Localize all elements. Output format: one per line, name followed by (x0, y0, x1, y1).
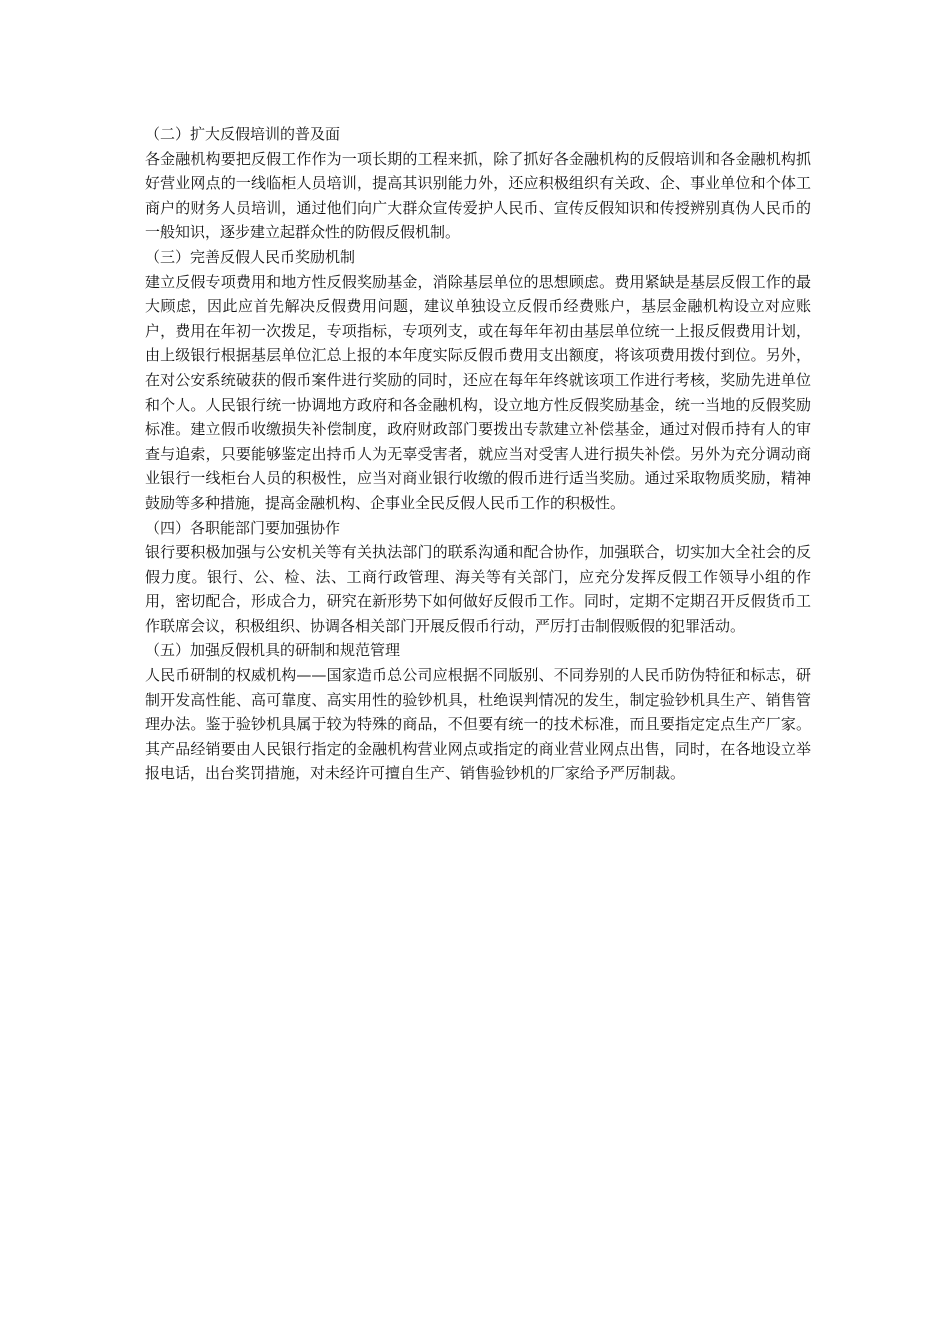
section-paragraph: 银行要积极加强与公安机关等有关执法部门的联系沟通和配合协作，加强联合，切实加大全社会的反假力度。银行、公、检、法、工商行政管理、海关等有关部门，应充分发挥反假工作领导小组的作用，密切配合，形成合力，研究在新形势下如何做好反假币工作。同时，定期不定期召开反假货币工作联席会议，积极组织、协调各相关部门开展反假币行动，严厉打击制假贩假的犯罪活动。 (145, 543, 811, 635)
section-heading: （五）加强反假机具的研制和规范管理 (145, 641, 401, 660)
section-paragraph: 建立反假专项费用和地方性反假奖励基金，消除基层单位的思想顾虑。费用紧缺是基层反假工作的最大顾虑，因此应首先解决反假费用问题，建议单独设立反假币经费账户，基层金融机构设立对应账户，费用在年初一次拨足，专项指标，专项列支，或在每年年初由基层单位统一上报反假费用计划，由上级银行根据基层单位汇总上报的本年度实际反假币费用支出额度，将该项费用拨付到位。另外，在对公安系统破获的假币案件进行奖励的同时，还应在每年年终就该项工作进行考核，奖励先进单位和个人。人民银行统一协调地方政府和各金融机构，设立地方性反假奖励基金，统一当地的反假奖励标准。建立假币收缴损失补偿制度，政府财政部门要拨出专款建立补偿基金，通过对假币持有人的审查与追索，只要能够鉴定出持币人为无辜受害者，就应当对受害人进行损失补偿。另外为充分调动商业银行一线柜台人员的积极性，应当对商业银行收缴的假币进行适当奖励。通过采取物质奖励，精神鼓励等多种措施，提高金融机构、企事业全民反假人民币工作的积极性。 (145, 272, 811, 512)
section-paragraph: 人民币研制的权威机构——国家造币总公司应根据不同版别、不同券别的人民币防伪特征和标志，研制开发高性能、高可靠度、高实用性的验钞机具，杜绝误判情况的发生，制定验钞机具生产、销售管理办法。鉴于验钞机具属于较为特殊的商品，不但要有统一的技术标准，而且要指定定点生产厂家。其产品经销要由人民银行指定的金融机构营业网点或指定的商业营业网点出售，同时，在各地设立举报电话，出台奖罚措施，对未经许可擅自生产、销售验钞机的厂家给予严厉制裁。 (145, 666, 811, 783)
section-department-cooperation (145, 516, 811, 639)
section-heading: （四）各职能部门要加强协作 (145, 518, 341, 537)
section-heading: （三）完善反假人民币奖励机制 (145, 247, 356, 266)
section-expand-training (145, 122, 811, 245)
document-page (145, 122, 811, 786)
section-equipment-management (145, 638, 811, 786)
section-reward-mechanism (145, 245, 811, 516)
section-paragraph: 各金融机构要把反假工作作为一项长期的工程来抓，除了抓好各金融机构的反假培训和各金融机构抓好营业网点的一线临柜人员培训，提高其识别能力外，还应积极组织有关政、企、事业单位和个体工商户的财务人员培训，通过他们向广大群众宣传爱护人民币、宣传反假知识和传授辨别真伪人民币的一般知识，逐步建立起群众性的防假反假机制。 (145, 149, 811, 242)
section-heading: （二）扩大反假培训的普及面 (145, 125, 341, 143)
